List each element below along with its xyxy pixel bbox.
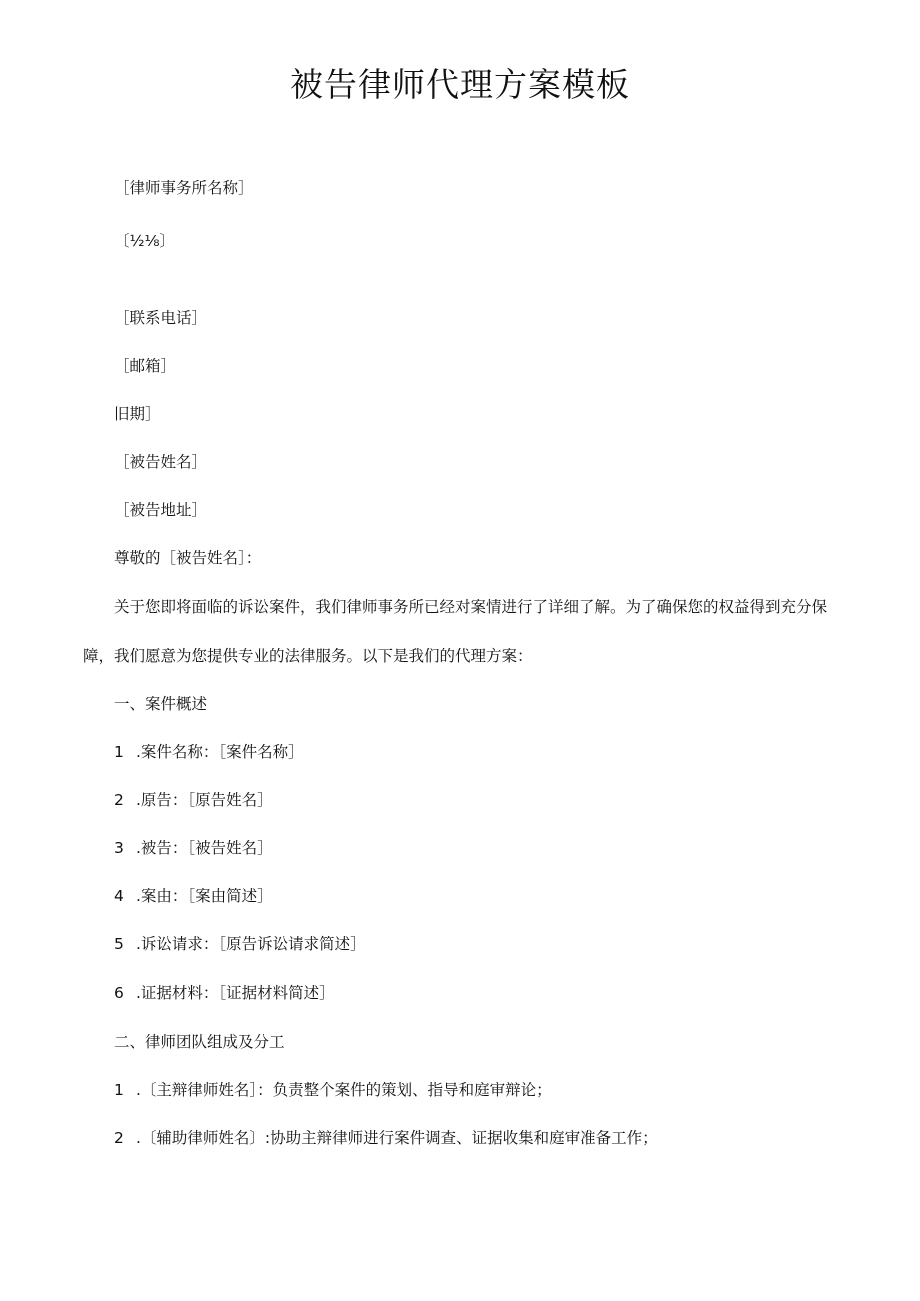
- salutation: 尊敬的［被告姓名］：: [114, 549, 262, 567]
- list-item-number: 1: [114, 743, 124, 761]
- list-item-text: .原告：［原告姓名］: [136, 791, 273, 809]
- list-item-number: 4: [114, 887, 124, 905]
- field-phone: ［联系电话］: [114, 309, 208, 327]
- field-defendant-name: ［被告姓名］: [114, 453, 208, 471]
- field-address: 〔½⅛〕: [114, 232, 176, 250]
- list-item: [114, 1079, 552, 1101]
- list-item-number: 3: [114, 839, 124, 857]
- field-email: ［邮箱］: [114, 357, 177, 375]
- list-item-text: .〔辅助律师姓名〕:协助主辩律师进行案件调查、证据收集和庭审准备工作；: [136, 1129, 658, 1147]
- field-law-firm-name: ［律师事务所名称］: [114, 179, 254, 197]
- list-item: [114, 982, 335, 1004]
- list-item: [114, 837, 273, 859]
- list-item-number: 5: [114, 935, 124, 953]
- list-item-text: .案件名称：［案件名称］: [136, 743, 304, 761]
- intro-paragraph-line-2: 障，我们愿意为您提供专业的法律服务。以下是我们的代理方案：: [83, 647, 533, 665]
- list-item: [114, 741, 304, 763]
- list-item-number: 2: [114, 1129, 124, 1147]
- list-item-text: .诉讼请求：［原告诉讼请求简述］: [136, 935, 366, 953]
- list-item-text: .证据材料：［证据材料简述］: [136, 984, 335, 1002]
- list-item-text: .案由：［案由简述］: [136, 887, 273, 905]
- intro-paragraph-line-1: 关于您即将面临的诉讼案件，我们律师事务所已经对案情进行了详细了解。为了确保您的权益得到充分保: [114, 598, 828, 616]
- list-item-number: 6: [114, 984, 124, 1002]
- section-2-heading: 二、律师团队组成及分工: [114, 1033, 285, 1051]
- list-item-text: .被告：［被告姓名］: [136, 839, 273, 857]
- field-defendant-address: ［被告地址］: [114, 501, 208, 519]
- list-item: [114, 1127, 658, 1149]
- list-item: [114, 789, 273, 811]
- field-date: 旧期］: [114, 405, 161, 423]
- list-item-number: 1: [114, 1081, 124, 1099]
- document-title: 被告律师代理方案模板: [290, 65, 630, 104]
- list-item-number: 2: [114, 791, 124, 809]
- list-item: [114, 885, 273, 907]
- list-item-text: .〔主辩律师姓名］：负责整个案件的策划、指导和庭审辩论；: [136, 1081, 552, 1099]
- list-item: [114, 933, 366, 955]
- section-1-heading: 一、案件概述: [114, 695, 208, 713]
